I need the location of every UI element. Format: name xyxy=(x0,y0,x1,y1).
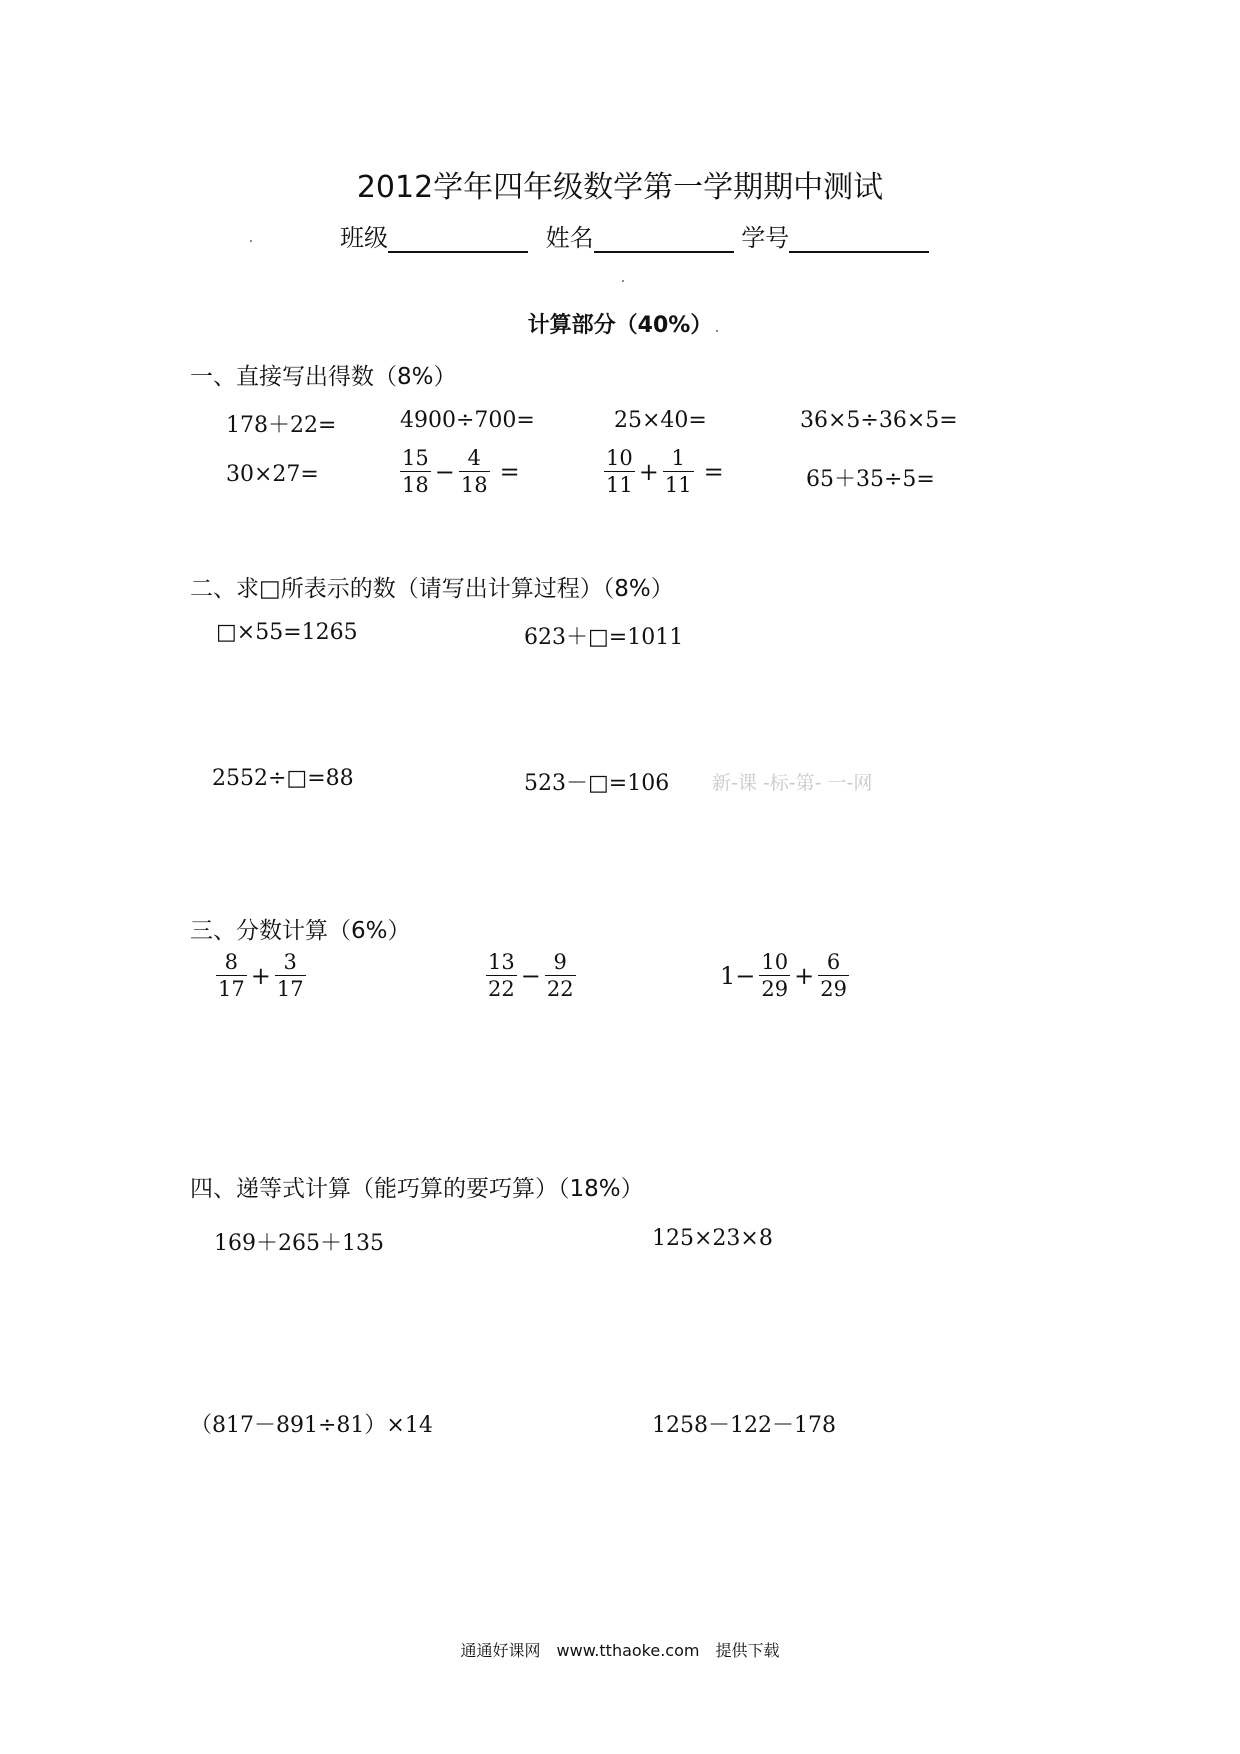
part3-q1: $\frac{8}{17}$ + $\frac{3}{17}$ xyxy=(218,950,304,1002)
part2-q3: 2552÷□=88 xyxy=(212,766,354,791)
part2-heading: 二、求□所表示的数（请写出计算过程）（8%） xyxy=(190,576,674,602)
part1-q5: 30×27= xyxy=(226,462,319,487)
fraction: $\frac{15}{18}$ xyxy=(402,446,429,498)
part1-q6: $\frac{15}{18}$ − $\frac{4}{18}$ = xyxy=(402,446,520,498)
number-blank[interactable] xyxy=(789,229,929,253)
section-title: 计算部分（40%） xyxy=(527,313,713,338)
fraction: $\frac{10}{11}$ xyxy=(606,446,633,498)
fraction: $\frac{3}{17}$ xyxy=(276,950,304,1002)
footer: 通通好课网 www.tthaoke.com 提供下载 xyxy=(460,1641,780,1660)
page-title: 2012学年四年级数学第一学期期中测试 xyxy=(356,170,884,205)
fraction: $\frac{10}{29}$ xyxy=(761,950,789,1002)
part4-q2: 125×23×8 xyxy=(652,1226,773,1251)
part3-q3: 1− $\frac{10}{29}$ + $\frac{6}{29}$ xyxy=(720,950,847,1002)
part2-q1: □×55=1265 xyxy=(216,620,358,645)
part1-q4: 36×5÷36×5= xyxy=(800,408,958,433)
class-label: 班级 xyxy=(340,224,388,252)
number-label: 学号 xyxy=(741,224,790,252)
class-blank[interactable] xyxy=(388,229,528,253)
part4-heading: 四、递等式计算（能巧算的要巧算）（18%） xyxy=(190,1176,644,1202)
part2-q4: 523－□=106 xyxy=(524,771,670,796)
part4-q4: 1258－122－178 xyxy=(652,1413,836,1438)
fraction: $\frac{9}{22}$ xyxy=(546,950,574,1002)
part1-heading: 一、直接写出得数（8%） xyxy=(190,364,457,390)
scan-dot xyxy=(622,280,624,282)
fraction: $\frac{13}{22}$ xyxy=(488,950,515,1002)
watermark: 新-课 -标-第- 一-网 xyxy=(712,772,873,794)
part3-heading: 三、分数计算（6%） xyxy=(190,918,411,944)
fraction: $\frac{6}{29}$ xyxy=(820,950,847,1002)
part4-q3: （817－891÷81）×14 xyxy=(190,1413,433,1438)
name-blank[interactable] xyxy=(594,229,734,253)
part1-q3: 25×40= xyxy=(614,408,707,433)
fraction: $\frac{1}{11}$ xyxy=(664,446,692,498)
scan-dot xyxy=(250,240,252,242)
part2-q2: 623＋□=1011 xyxy=(524,625,684,650)
part1-q1: 178＋22= xyxy=(226,413,337,438)
name-label: 姓名 xyxy=(545,224,594,252)
student-info-line xyxy=(340,218,929,253)
part1-q7: $\frac{10}{11}$ + $\frac{1}{11}$ = xyxy=(606,446,724,498)
part1-q2: 4900÷700= xyxy=(400,408,535,433)
fraction: $\frac{4}{18}$ xyxy=(460,446,488,498)
part1-q8: 65＋35÷5= xyxy=(806,467,935,492)
fraction: $\frac{8}{17}$ xyxy=(218,950,245,1002)
part3-q2: $\frac{13}{22}$ − $\frac{9}{22}$ xyxy=(488,950,574,1002)
part4-q1: 169＋265＋135 xyxy=(214,1231,384,1256)
